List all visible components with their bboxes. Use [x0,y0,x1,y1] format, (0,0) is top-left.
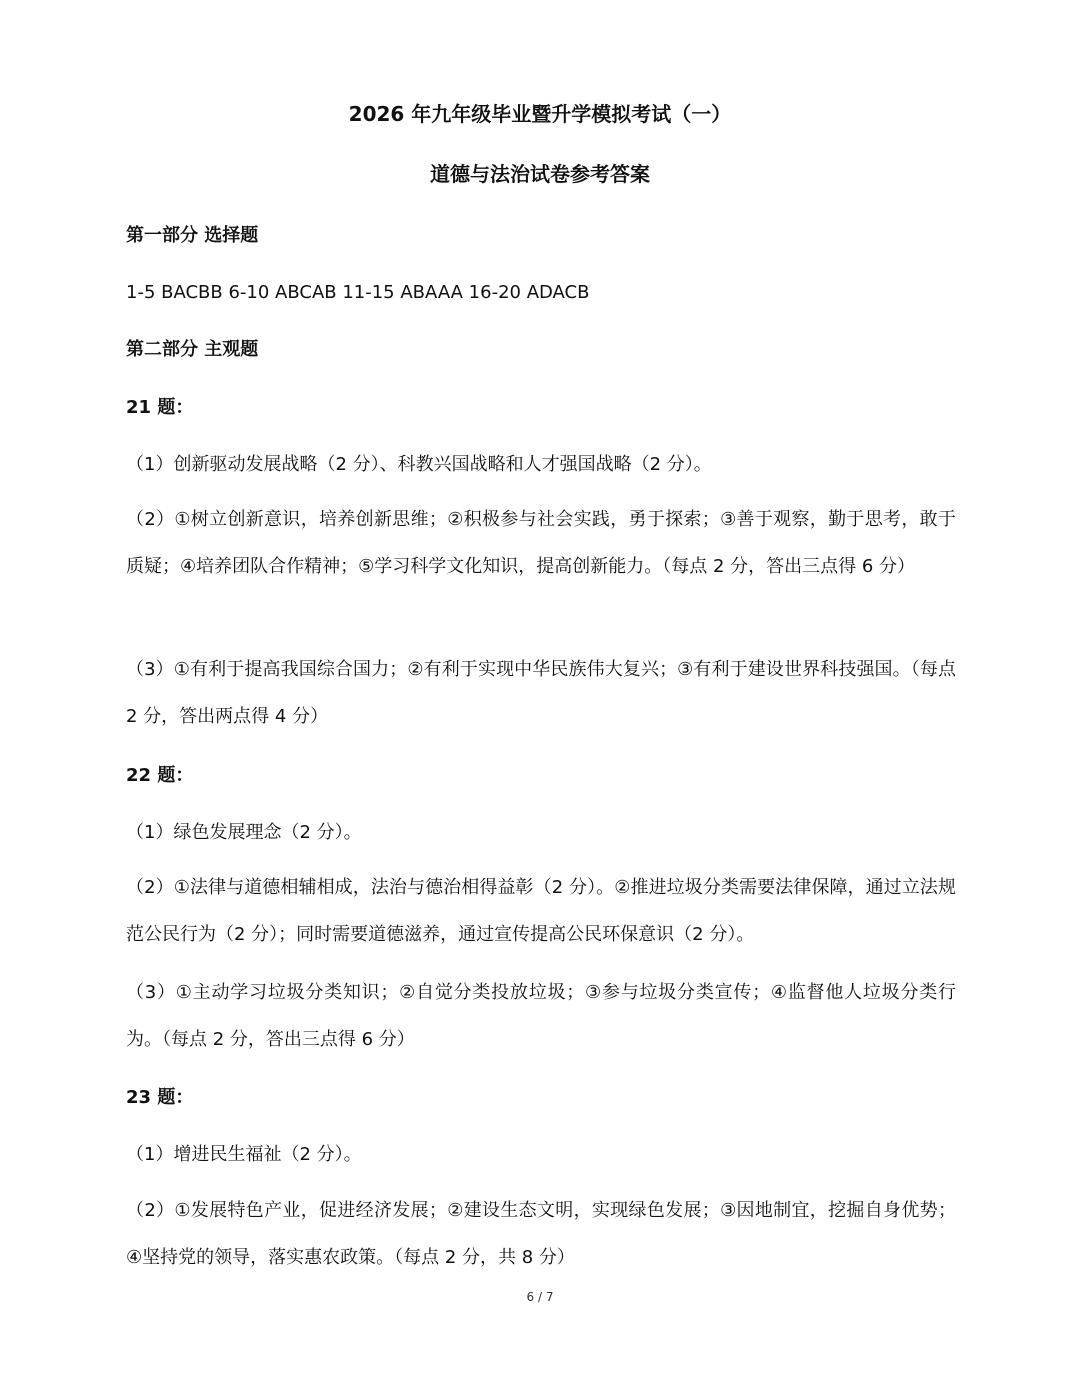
page-subtitle: 道德与法治试卷参考答案 [430,162,650,186]
q23-answer-2: （2）①发展特色产业，促进经济发展；②建设生态文明，实现绿色发展；③因地制宜，挖掘自身优势；④坚持党的领导，落实惠农政策。（每点 2 分，共 8 分） [126,1200,956,1268]
q22-answer-3: （3）①主动学习垃圾分类知识；②自觉分类投放垃圾；③参与垃圾分类宣传；④监督他人垃圾分类行为。（每点 2 分，答出三点得 6 分） [126,982,956,1050]
q21-answer-2: （2）①树立创新意识，培养创新思维；②积极参与社会实践，勇于探索；③善于观察，勤于思考，敢于质疑；④培养团队合作精神；⑤学习科学文化知识，提高创新能力。（每点 2 分，答出三点得 6 分） [126,509,956,577]
q23-label: 23 题： [126,1087,194,1108]
q22-answer-2: （2）①法律与道德相辅相成，法治与德治相得益彰（2 分）。②推进垃圾分类需要法律保障，通过立法规范公民行为（2 分）；同时需要道德滋养，通过宣传提高公民环保意识（2 分）。 [126,877,956,945]
part1-answers: 1-5 BACBB 6-10 ABCAB 11-15 ABAAA 16-20 ADACB [126,282,590,303]
page-title: 2026 年九年级毕业暨升学模拟考试（一） [348,102,732,126]
part1-heading: 第一部分 选择题 [126,225,259,246]
q22-label: 22 题： [126,765,194,786]
part2-heading: 第二部分 主观题 [126,339,259,360]
page-number: 6 / 7 [526,1290,554,1304]
q21-answer-3: （3）①有利于提高我国综合国力；②有利于实现中华民族伟大复兴；③有利于建设世界科技强国。（每点 2 分，答出两点得 4 分） [126,659,956,727]
q21-label: 21 题： [126,397,194,418]
q21-answer-1: （1）创新驱动发展战略（2 分）、科教兴国战略和人才强国战略（2 分）。 [126,454,712,475]
q22-answer-1: （1）绿色发展理念（2 分）。 [126,822,362,843]
q23-answer-1: （1）增进民生福祉（2 分）。 [126,1144,362,1165]
